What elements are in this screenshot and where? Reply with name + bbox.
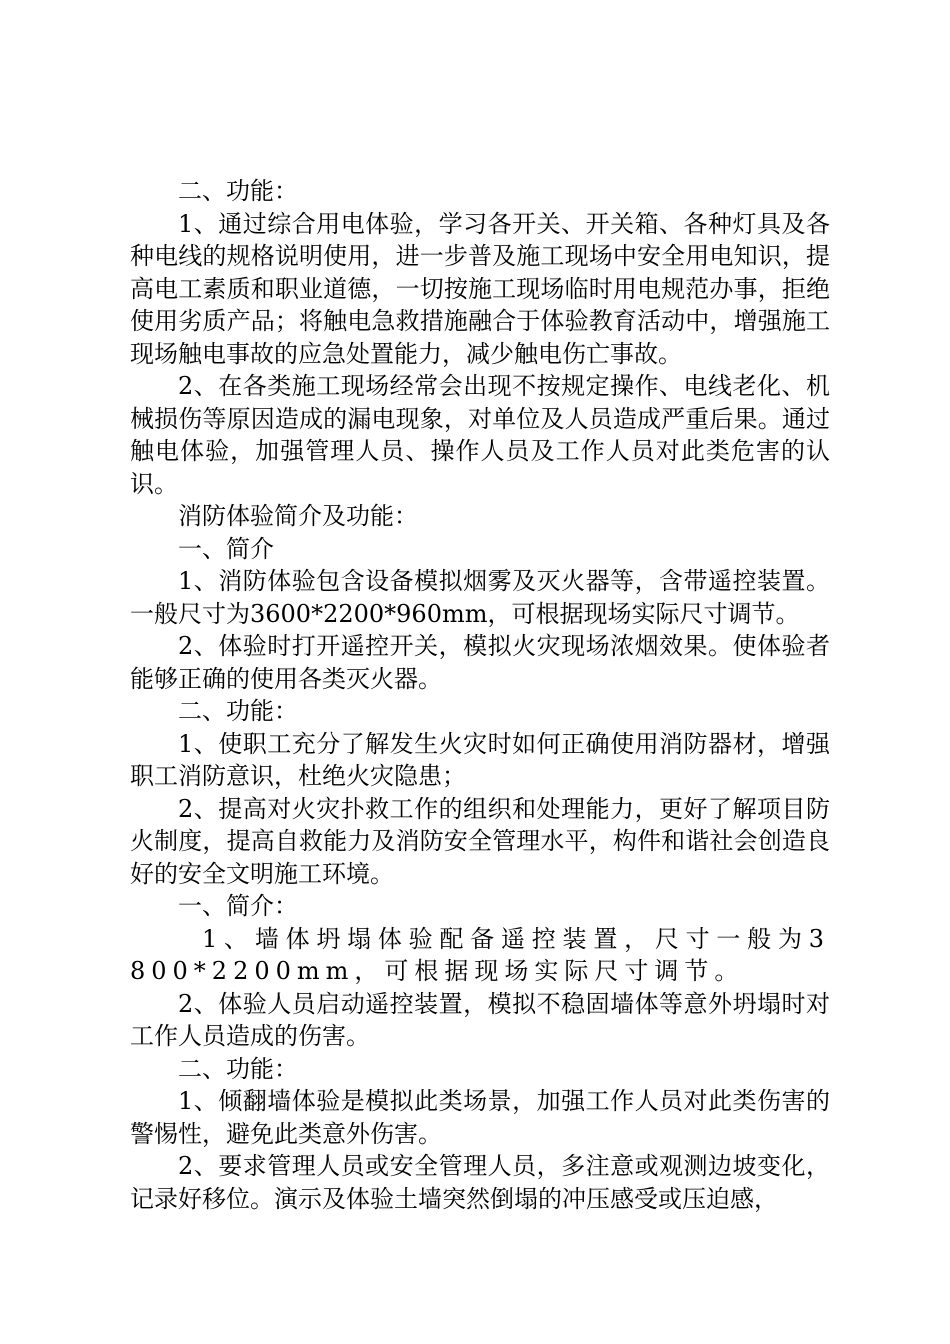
paragraph-electric-function-2: 2、在各类施工现场经常会出现不按规定操作、电线老化、机械损伤等原因造成的漏电现象，对单位及人员造成严重后果。通过触电体验，加强管理人员、操作人员及工作人员对此类危害的认识。 xyxy=(130,372,830,498)
paragraph-fire-intro-1: 1、消防体验包含设备模拟烟雾及灭火器等，含带遥控装置。一般尺寸为3600*2200*960mm，可根据现场实际尺寸调节。 xyxy=(130,567,830,628)
paragraph-wall-function-1: 1、倾翻墙体验是模拟此类场景，加强工作人员对此类伤害的警惕性，避免此类意外伤害。 xyxy=(130,1087,830,1148)
section-heading-functions: 二、功能： xyxy=(178,177,298,205)
paragraph-electric-function-1: 1、通过综合用电体验，学习各开关、开关箱、各种灯具及各种电线的规格说明使用，进一步普及施工现场中安全用电知识，提高电工素质和职业道德，一切按施工现场临时用电规范办事，拒绝使用劣质产品；将触电急救措施融合于体验教育活动中，增强施工现场触电事故的应急处置能力，减少触电伤亡事故。 xyxy=(130,209,830,368)
document-body xyxy=(130,175,830,1215)
paragraph-fire-function-1: 1、使职工充分了解发生火灾时如何正确使用消防器材，增强职工消防意识，杜绝火灾隐患； xyxy=(130,729,830,790)
paragraph-wall-intro-2: 2、体验人员启动遥控装置，模拟不稳固墙体等意外坍塌时对工作人员造成的伤害。 xyxy=(130,989,830,1050)
paragraph-wall-function-2: 2、要求管理人员或安全管理人员，多注意或观测边坡变化，记录好移位。演示及体验土墙突然倒塌的冲压感受或压迫感， xyxy=(130,1152,830,1213)
paragraph-fire-function-2: 2、提高对火灾扑救工作的组织和处理能力，更好了解项目防火制度，提高自救能力及消防安全管理水平，构件和谐社会创造良好的安全文明施工环境。 xyxy=(130,794,830,888)
section-heading-wall-functions: 二、功能： xyxy=(178,1054,298,1083)
paragraph-wall-intro-1: 1、墙体坍塌体验配备遥控装置，尺寸一般为3800*2200mm，可根据现场实际尺寸调节。 xyxy=(130,924,830,985)
section-heading-wall-intro: 一、简介： xyxy=(178,892,298,920)
section-heading-fire-functions: 二、功能： xyxy=(178,697,298,725)
paragraph-fire-intro-2: 2、体验时打开遥控开关，模拟火灾现场浓烟效果。使体验者能够正确的使用各类灭火器。 xyxy=(130,632,830,693)
section-heading-fire: 消防体验简介及功能： xyxy=(178,502,418,530)
section-heading-intro: 一、简介 xyxy=(178,534,274,563)
